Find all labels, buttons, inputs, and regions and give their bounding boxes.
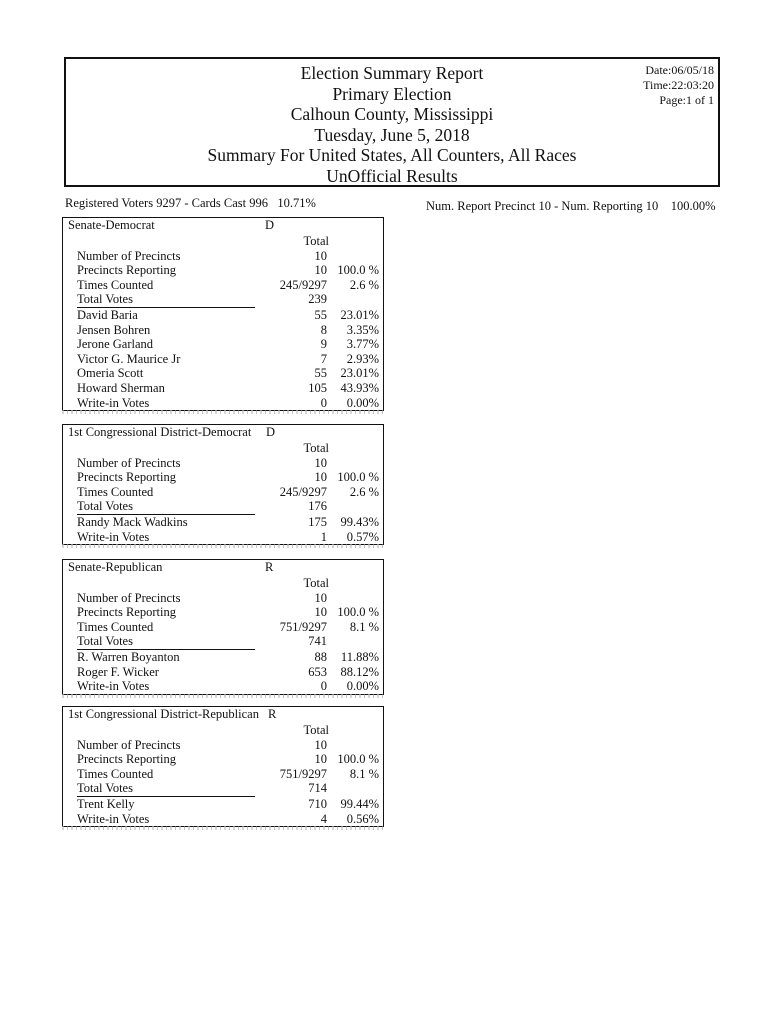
stat-row-value: 10 (314, 455, 327, 470)
stat-row-label: Number of Precincts (77, 455, 181, 470)
candidate-row (63, 679, 383, 694)
race-party: D (266, 425, 276, 439)
stat-row (63, 499, 383, 514)
candidate-row-pct: 3.35% (346, 322, 379, 337)
total-column-header (63, 234, 383, 249)
stat-row-label: Times Counted (77, 766, 154, 781)
candidate-row (63, 381, 383, 396)
stat-row (63, 292, 383, 307)
race-title: Senate-Republican (68, 560, 163, 574)
stat-row (63, 634, 383, 649)
candidate-row-pct: 2.93% (346, 351, 379, 366)
race-header (63, 218, 383, 234)
candidate-row-value: 55 (314, 307, 327, 322)
stat-row (63, 249, 383, 264)
stat-row-value: 10 (314, 752, 327, 767)
candidate-row-label: Trent Kelly (77, 796, 135, 811)
candidate-row (63, 650, 383, 665)
stat-row-value: 245/9297 (279, 484, 327, 499)
stat-row (63, 470, 383, 485)
candidate-row-label: Howard Sherman (77, 380, 165, 395)
stat-row-pct: 8.1 % (349, 619, 379, 634)
stat-row-label: Times Counted (77, 619, 154, 634)
candidate-row-value: 0 (320, 679, 327, 694)
candidate-row-value: 55 (314, 366, 327, 381)
candidate-row-value: 105 (308, 380, 327, 395)
report-meta (643, 63, 714, 108)
stat-row-label: Total Votes (77, 634, 133, 649)
race-box (62, 217, 384, 411)
stat-row-pct: 2.6 % (349, 484, 379, 499)
stat-row-value: 10 (314, 590, 327, 605)
election-name: Primary Election (332, 83, 452, 104)
stat-row-value: 245/9297 (279, 277, 327, 292)
race-box (62, 559, 384, 695)
stat-row-label: Total Votes (77, 781, 133, 796)
candidate-row-value: 4 (320, 811, 327, 826)
stat-row-value: 10 (314, 605, 327, 620)
candidate-row (63, 323, 383, 338)
stat-row-value: 10 (314, 470, 327, 485)
scan-noise (62, 826, 384, 830)
report-date: Date:06/05/18 (645, 63, 714, 77)
candidate-row-label: Randy Mack Wadkins (77, 514, 188, 529)
stat-row-value: 751/9297 (279, 619, 327, 634)
race-party: D (265, 218, 275, 232)
race-header (63, 425, 383, 441)
candidate-row-value: 1 (320, 529, 327, 544)
candidate-row-label: Write-in Votes (77, 395, 150, 410)
candidate-row-pct: 3.77% (346, 337, 379, 352)
candidate-row-pct: 88.12% (340, 664, 379, 679)
candidate-row-pct: 43.93% (340, 380, 379, 395)
candidate-row (63, 352, 383, 367)
candidate-row-value: 175 (308, 514, 327, 529)
candidate-row-pct: 0.00% (346, 395, 379, 410)
candidate-row-value: 88 (314, 649, 327, 664)
race-title: 1st Congressional District-Democrat (68, 425, 252, 439)
stat-row (63, 485, 383, 500)
stat-row (63, 752, 383, 767)
candidate-row-label: Write-in Votes (77, 679, 150, 694)
summary-scope: Summary For United States, All Counters, All Races (207, 145, 577, 165)
candidate-row-value: 8 (320, 322, 327, 337)
stat-row-pct: 100.0 % (337, 752, 379, 767)
candidate-row-value: 7 (320, 351, 327, 366)
race-box (62, 424, 384, 545)
stat-row-pct: 8.1 % (349, 766, 379, 781)
stat-row-pct: 2.6 % (349, 277, 379, 292)
candidate-row-pct: 99.44% (340, 796, 379, 811)
report-title-block (66, 63, 718, 186)
report-title: Election Summary Report (300, 63, 484, 83)
candidate-row-pct: 99.43% (340, 514, 379, 529)
candidate-row-label: Jensen Bohren (77, 322, 151, 337)
candidate-row (63, 308, 383, 323)
stat-row-pct: 100.0 % (337, 605, 379, 620)
stat-row-label: Number of Precincts (77, 248, 181, 263)
candidate-row (63, 366, 383, 381)
candidate-row-label: R. Warren Boyanton (77, 649, 180, 664)
candidate-row-value: 653 (308, 664, 327, 679)
race-header (63, 560, 383, 576)
stat-row (63, 605, 383, 620)
candidate-row (63, 665, 383, 680)
candidate-row (63, 530, 383, 545)
stat-row-label: Precincts Reporting (77, 263, 176, 278)
stat-row (63, 456, 383, 471)
stat-row (63, 738, 383, 753)
candidate-row-pct: 11.88% (340, 649, 379, 664)
candidate-row (63, 337, 383, 352)
scan-noise (62, 544, 384, 548)
stat-row-label: Total Votes (77, 499, 133, 514)
stat-row-value: 10 (314, 248, 327, 263)
candidate-row-pct: 23.01% (340, 366, 379, 381)
race-party: R (265, 560, 274, 574)
scan-noise (62, 694, 384, 698)
candidate-row-value: 710 (308, 796, 327, 811)
candidate-row-pct: 0.00% (346, 679, 379, 694)
candidate-row-pct: 23.01% (340, 307, 379, 322)
report-header (64, 57, 720, 187)
candidate-row (63, 396, 383, 411)
stat-row-value: 751/9297 (279, 766, 327, 781)
registered-voters-summary: Registered Voters 9297 - Cards Cast 996 10.71% (65, 196, 316, 210)
candidate-row (63, 812, 383, 827)
stat-row-pct: 100.0 % (337, 263, 379, 278)
race-title: 1st Congressional District-Republican (68, 707, 259, 721)
candidate-row-value: 9 (320, 337, 327, 352)
candidate-row (63, 515, 383, 530)
stat-row-value: 10 (314, 263, 327, 278)
candidate-row-label: Omeria Scott (77, 366, 144, 381)
candidate-row-label: Jerone Garland (77, 337, 154, 352)
candidate-row-label: Write-in Votes (77, 811, 150, 826)
race-box (62, 706, 384, 827)
stat-row (63, 620, 383, 635)
candidate-row-label: Roger F. Wicker (77, 664, 159, 679)
total-column-header (63, 576, 383, 591)
stat-row-label: Precincts Reporting (77, 752, 176, 767)
election-date: Tuesday, June 5, 2018 (314, 124, 470, 145)
stat-row (63, 767, 383, 782)
stat-row-label: Number of Precincts (77, 737, 181, 752)
stat-row-pct: 100.0 % (337, 470, 379, 485)
stat-row-value: 714 (308, 781, 327, 796)
total-label: Total (303, 234, 329, 248)
precinct-reporting-summary: Num. Report Precinct 10 - Num. Reporting 10 100.00% (426, 199, 716, 213)
stat-row-value: 741 (308, 634, 327, 649)
report-page: Page:1 of 1 (659, 93, 714, 107)
candidate-row-pct: 0.57% (346, 529, 379, 544)
total-label: Total (303, 576, 329, 590)
stat-row-label: Times Counted (77, 484, 154, 499)
race-header (63, 707, 383, 723)
race-title: Senate-Democrat (68, 218, 155, 232)
stat-row-label: Number of Precincts (77, 590, 181, 605)
candidate-row (63, 797, 383, 812)
candidate-row-value: 0 (320, 395, 327, 410)
total-column-header (63, 723, 383, 738)
stat-row (63, 591, 383, 606)
candidate-row-label: David Baria (77, 307, 138, 322)
candidate-row-label: Write-in Votes (77, 529, 150, 544)
stat-row-label: Times Counted (77, 277, 154, 292)
total-column-header (63, 441, 383, 456)
county-name: Calhoun County, Mississippi (290, 104, 494, 124)
race-party: R (268, 707, 277, 721)
stat-row-value: 176 (308, 499, 327, 514)
results-status: UnOfficial Results (326, 165, 458, 186)
stat-row (63, 781, 383, 796)
report-time: Time:22:03:20 (643, 78, 714, 92)
stat-row-value: 10 (314, 737, 327, 752)
stat-row (63, 263, 383, 278)
stat-row-label: Precincts Reporting (77, 470, 176, 485)
stat-row-value: 239 (308, 292, 327, 307)
candidate-row-pct: 0.56% (346, 811, 379, 826)
stat-row (63, 278, 383, 293)
candidate-row-label: Victor G. Maurice Jr (77, 351, 181, 366)
stat-row-label: Total Votes (77, 292, 133, 307)
total-label: Total (303, 441, 329, 455)
total-label: Total (303, 723, 329, 737)
scan-noise (62, 410, 384, 414)
stat-row-label: Precincts Reporting (77, 605, 176, 620)
